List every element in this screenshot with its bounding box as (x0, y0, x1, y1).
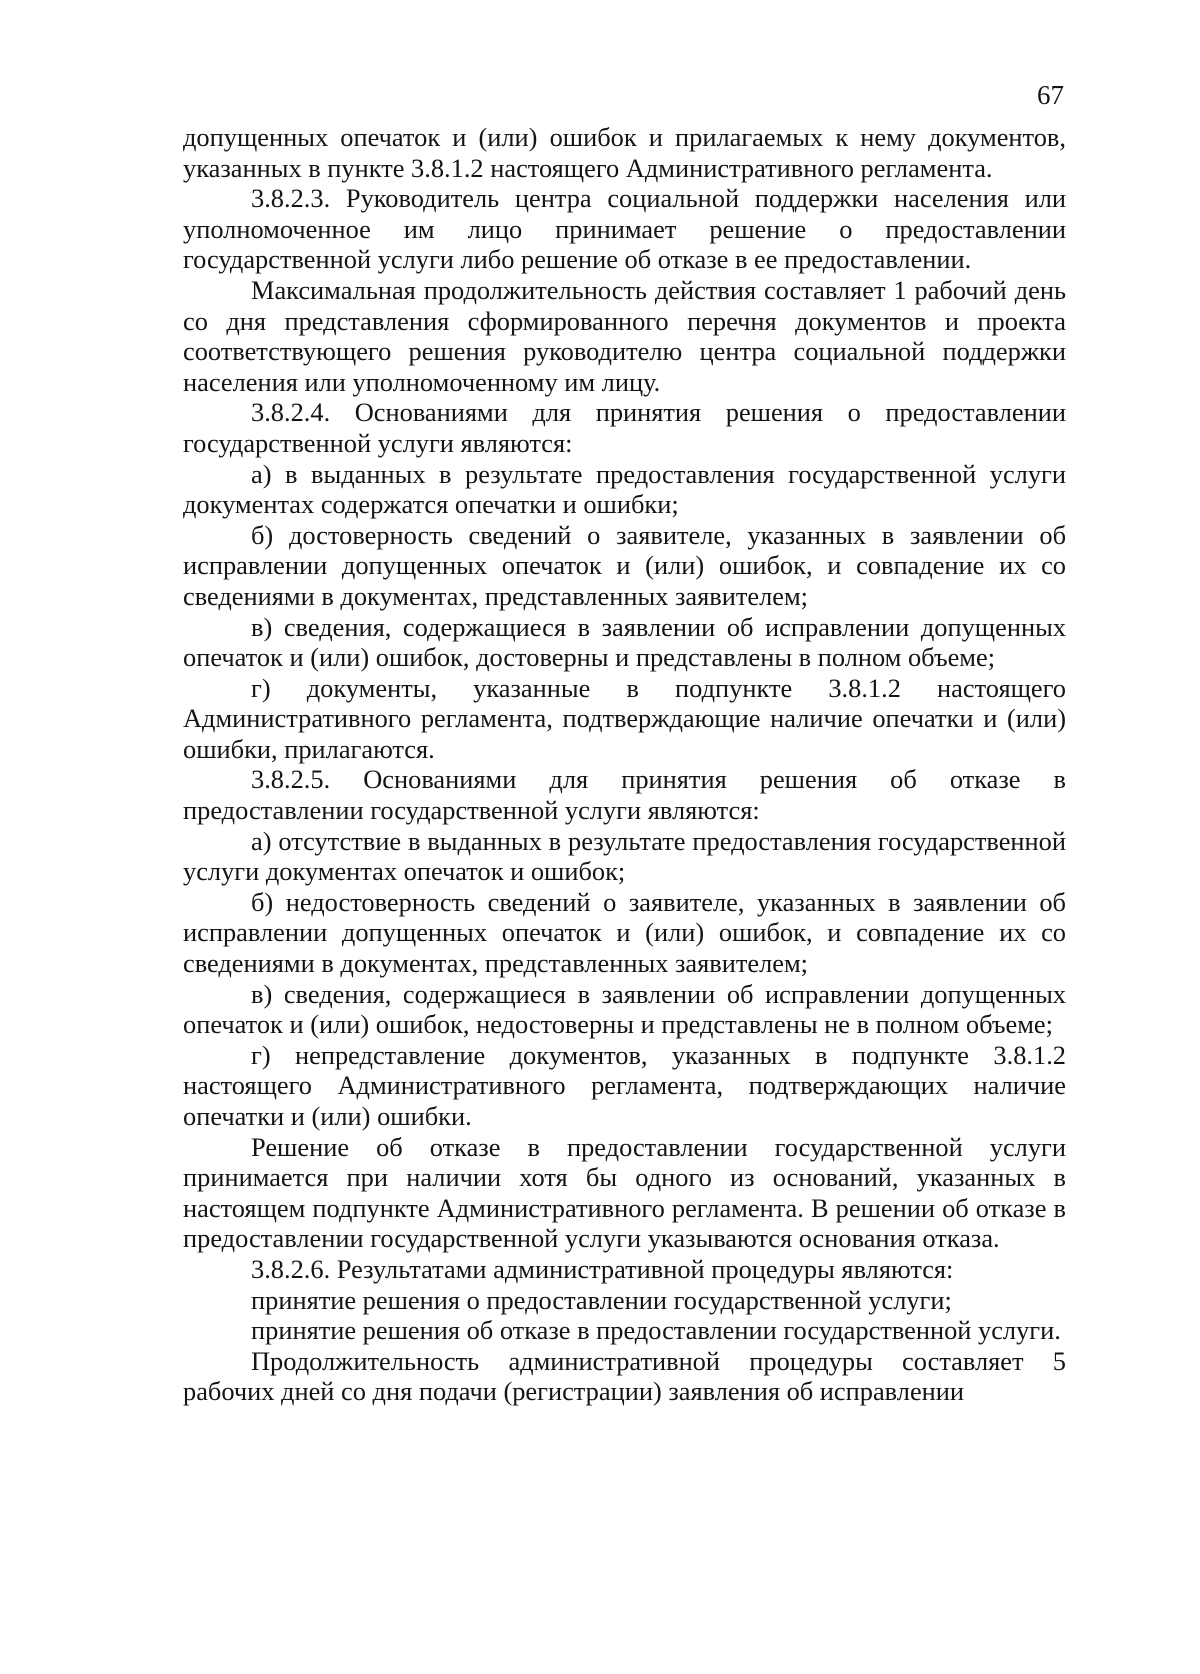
paragraph-3-8-2-4: 3.8.2.4. Основаниями для принятия решения о предоставлении государственной услуги являются: (183, 397, 1066, 458)
paragraph-3-8-2-3: 3.8.2.3. Руководитель центра социальной поддержки населения или уполномоченное им лицо принимает решение о предоставлении государственной услуги либо решение об отказе в ее предоставлении. (183, 183, 1066, 275)
paragraph-3-8-2-5: 3.8.2.5. Основаниями для принятия решения об отказе в предоставлении государственной услуги являются: (183, 764, 1066, 826)
list-item-b: б) недостоверность сведений о заявителе, указанных в заявлении об исправлении допущенных опечаток и (или) ошибок, и совпадение их со сведениями в документах, представленных заявителем; (183, 886, 1066, 979)
paragraph-3-8-2-6: 3.8.2.6. Результатами административной процедуры являются: (251, 1253, 954, 1284)
paragraph-procedure-duration: Продолжительность административной процедуры составляет 5 рабочих дней со дня подачи (регистрации) заявления об исправлении (183, 1345, 1066, 1407)
paragraph-max-duration: Максимальная продолжительность действия составляет 1 рабочий день со дня представления сформированного перечня документов и проекта соответствующего решения руководителю центра социальной поддержки населения или уполномоченному им лицу. (183, 274, 1066, 397)
list-item-v: в) сведения, содержащиеся в заявлении об исправлении допущенных опечаток и (или) ошибок, недостоверны и представлены не в полном объеме; (183, 978, 1066, 1040)
list-item-a: а) отсутствие в выданных в результате предоставления государственной услуги документах опечаток и ошибок; (183, 825, 1066, 887)
paragraph-continuation: допущенных опечаток и (или) ошибок и прилагаемых к нему документов, указанных в пункте 3.8.1.2 настоящего Административного регламента. (183, 122, 1066, 183)
result-item-refuse: принятие решения об отказе в предоставлении государственной услуги. (251, 1315, 1061, 1346)
list-item-g: г) документы, указанные в подпункте 3.8.1.2 настоящего Административного регламента, подтверждающие наличие опечатки и (или) ошибки, прилагаются. (183, 672, 1066, 764)
list-item-b: б) достоверность сведений о заявителе, указанных в заявлении об исправлении допущенных опечаток и (или) ошибок, и совпадение их со сведениями в документах, представленных заявителем; (183, 519, 1066, 611)
paragraph-refusal-decision: Решение об отказе в предоставлении государственной услуги принимается при наличии хотя бы одного из оснований, указанных в настоящем подпункте Административного регламента. В решении об отказе в предоставлении государственной услуги указываются основания отказа. (183, 1131, 1066, 1254)
list-item-a: а) в выданных в результате предоставления государственной услуги документах содержатся опечатки и ошибки; (183, 458, 1066, 520)
document-body (183, 122, 1066, 1407)
list-item-v: в) сведения, содержащиеся в заявлении об исправлении допущенных опечаток и (или) ошибок, достоверны и представлены в полном объеме; (183, 611, 1066, 673)
list-item-g: г) непредставление документов, указанных в подпункте 3.8.1.2 настоящего Административного регламента, подтверждающих наличие опечатки и (или) ошибки. (183, 1039, 1066, 1131)
result-item-grant: принятие решения о предоставлении государственной услуги; (251, 1284, 952, 1315)
page-number: 67 (1037, 80, 1064, 110)
